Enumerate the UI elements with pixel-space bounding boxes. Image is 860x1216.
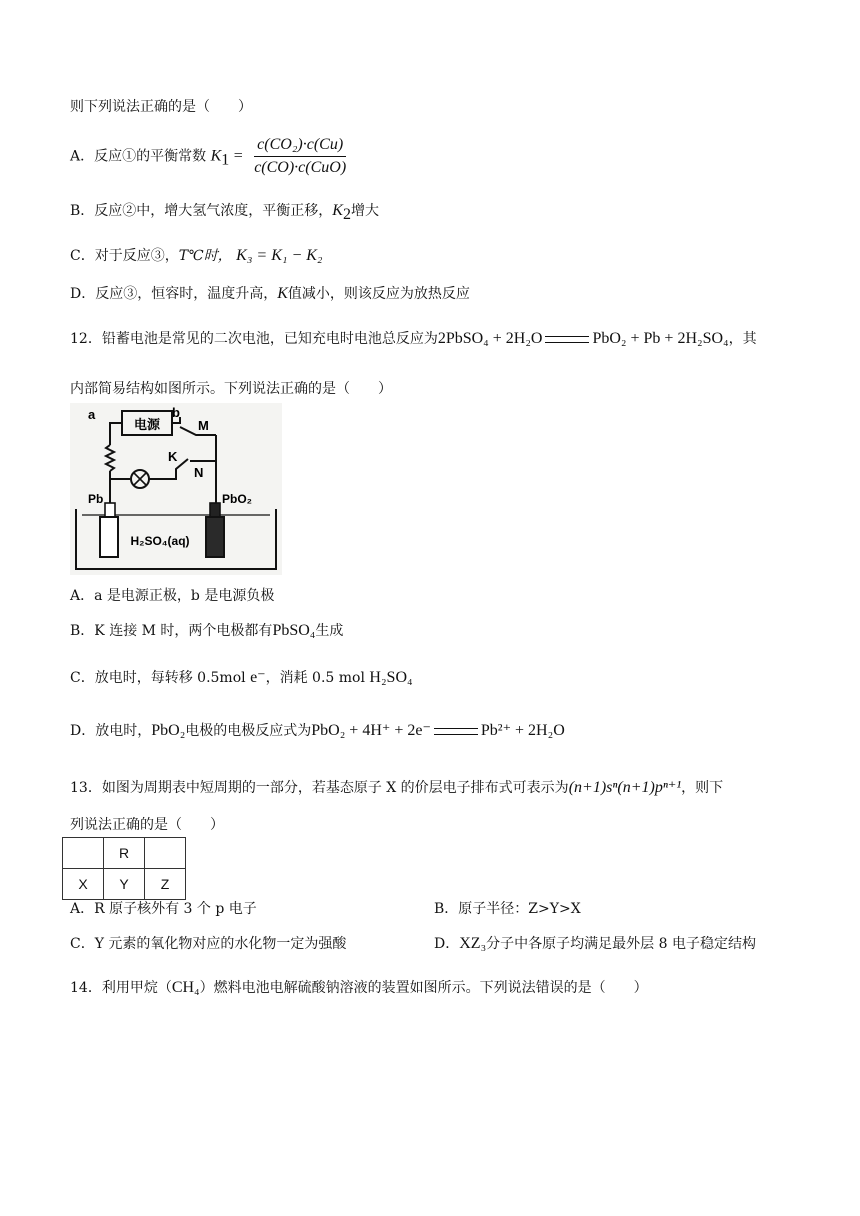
- power-label: 电源: [133, 418, 161, 433]
- q11-option-b[interactable]: B．反应②中，增大氢气浓度，平衡正移，$K_2$增大: [70, 202, 379, 223]
- label-pb: Pb: [88, 492, 104, 506]
- q13-option-c[interactable]: C．Y 元素的氧化物对应的水化物一定为强酸: [70, 936, 347, 952]
- table-cell: Z: [145, 869, 186, 900]
- q13-option-d[interactable]: D．XZ₃分子中各原子均满足最外层 8 电子稳定结构: [434, 935, 756, 952]
- lead-battery-figure: [70, 403, 282, 575]
- q13-stem-line1: 13．如图为周期表中短周期的一部分，若基态原子 X 的价层电子排布式可表示为(n+1)sⁿ(n+1)pⁿ⁺¹，则下: [70, 779, 724, 796]
- electrolyte-label: H₂SO₄(aq): [130, 534, 190, 548]
- svg-text:N: N: [194, 465, 204, 480]
- q11-intro: 则下列说法正确的是（ ）: [70, 99, 252, 115]
- q11-option-c[interactable]: C．对于反应③，T℃时， K₃ = K₁ − K₂: [70, 247, 323, 264]
- label-a: a: [88, 407, 96, 422]
- q13-option-a[interactable]: A．R 原子核外有 3 个 p 电子: [70, 901, 257, 917]
- pb-electrode: [100, 517, 118, 557]
- table-row: [63, 838, 186, 869]
- fraction-numerator: c(CO₂)·c(Cu): [254, 134, 346, 157]
- q11-option-a[interactable]: A．反应①的平衡常数 $K_1$ = $\frac{\text{c(CO₂)·c(Cu)}}{\text{c(CO)·c(CuO)}}$: [70, 134, 353, 179]
- periodic-table-fragment: [62, 837, 186, 900]
- table-cell: X: [63, 869, 104, 900]
- q12-option-b[interactable]: B．K 连接 M 时，两个电极都有PbSO₄生成: [70, 622, 344, 639]
- equilibrium-fraction: [251, 134, 349, 179]
- table-cell: R: [104, 838, 145, 869]
- pbo2-electrode: [206, 517, 224, 557]
- q14-stem: 14．利用甲烷（CH₄）燃料电池电解硫酸钠溶液的装置如图所示。下列说法错误的是（ ）: [70, 979, 648, 996]
- table-cell: Y: [104, 869, 145, 900]
- q13-option-b[interactable]: B．原子半径：Z>Y>X: [434, 901, 581, 917]
- q12-option-a[interactable]: A．a 是电源正极，b 是电源负极: [70, 588, 275, 604]
- q12-option-d[interactable]: D．放电时，PbO₂电极的电极反应式为PbO₂ + 4H⁺ + 2e⁻ Pb²⁺ + 2H₂O: [70, 722, 565, 739]
- table-row: [63, 869, 186, 900]
- label-b: b: [172, 405, 180, 420]
- svg-text:K: K: [168, 449, 178, 464]
- table-cell: [145, 838, 186, 869]
- q12-option-c[interactable]: C．放电时，每转移 0.5mol e⁻，消耗 0.5 mol H₂SO₄: [70, 669, 413, 686]
- label-pbo2: PbO₂: [222, 492, 252, 506]
- q12-stem-line1: 12．铅蓄电池是常见的二次电池，已知充电时电池总反应为2PbSO₄ + 2H₂O PbO₂ + Pb + 2H₂SO₄，其: [70, 330, 757, 347]
- table-cell: [63, 838, 104, 869]
- q11-option-d[interactable]: D．反应③，恒容时，温度升高，K值减小，则该反应为放热反应: [70, 285, 470, 302]
- q13-stem-line2: 列说法正确的是（ ）: [70, 817, 224, 833]
- equilibrium-equals-icon: [545, 336, 589, 343]
- fraction-denominator: c(CO)·c(CuO): [254, 159, 347, 176]
- equals-arrow-icon: [434, 728, 478, 735]
- svg-text:M: M: [198, 418, 209, 433]
- q12-stem-line2: 内部简易结构如图所示。下列说法正确的是（ ）: [70, 381, 392, 397]
